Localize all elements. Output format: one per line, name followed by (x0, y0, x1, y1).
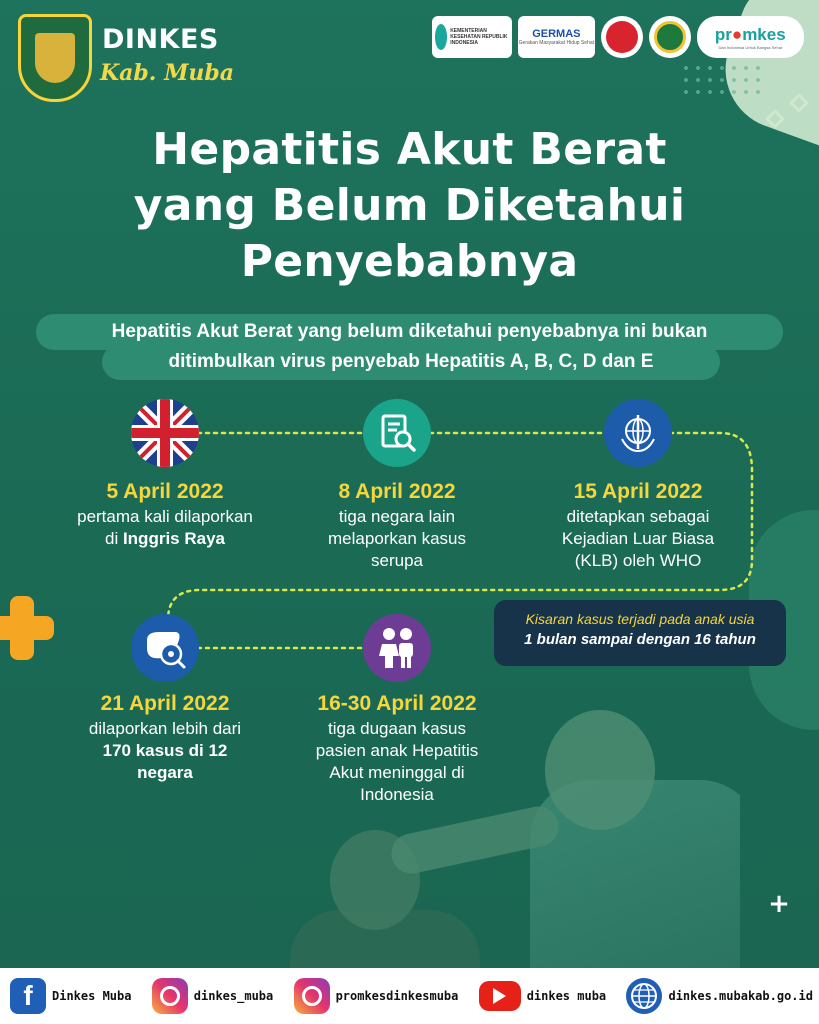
children-icon (363, 614, 431, 682)
event-5-date: 16-30 April 2022 (317, 692, 477, 715)
document-search-icon (363, 399, 431, 467)
brand-subtitle: Kab. Muba (100, 60, 235, 86)
youtube-link[interactable]: dinkes muba (479, 981, 606, 1011)
plus-small-icon: + (768, 889, 790, 919)
instagram-icon (294, 978, 330, 1014)
website-link[interactable]: dinkes.mubakab.go.id (626, 978, 813, 1014)
event-1-date: 5 April 2022 (106, 480, 224, 503)
subtitle-line-2: ditimbulkan virus penyebab Hepatitis A, B, C, D dan E (102, 344, 720, 380)
facebook-link[interactable]: f Dinkes Muba (10, 978, 131, 1014)
event-2-date: 8 April 2022 (338, 480, 456, 503)
subtitle-line-1: Hepatitis Akut Berat yang belum diketahui penyebabnya ini bukan (36, 314, 783, 350)
age-range-note: Kisaran kasus terjadi pada anak usia 1 bulan sampai dengan 16 tahun (494, 600, 786, 666)
event-1-description: pertama kali dilaporkan di Inggris Raya (77, 507, 253, 548)
event-2-description: tiga negara lain melaporkan kasus serupa (328, 507, 466, 570)
event-4-description: dilaporkan lebih dari 170 kasus di 12 negara (88, 719, 242, 782)
event-3-date: 15 April 2022 (573, 480, 703, 503)
uk-flag-icon (131, 399, 199, 467)
youtube-icon (479, 981, 521, 1011)
event-3-description: ditetapkan sebagai Kejadian Luar Biasa (KLB) oleh WHO (561, 507, 715, 570)
facebook-icon: f (10, 978, 46, 1014)
promkes-logo: pr●mkes Dari Indonesia Untuk Bangsa Sehat (697, 16, 804, 58)
doctor-child-photo (270, 690, 740, 968)
instagram-link-promkes[interactable]: promkesdinkesmuba (294, 978, 459, 1014)
instagram-link-dinkes[interactable]: dinkes_muba (152, 978, 273, 1014)
instagram-icon (152, 978, 188, 1014)
who-logo-icon (604, 399, 672, 467)
germas-logo: GERMAS Gerakan Masyarakat Hidup Sehat (518, 16, 596, 58)
event-4-date: 21 April 2022 (100, 692, 230, 715)
liver-virus-icon (131, 614, 199, 682)
social-footer (0, 968, 819, 1024)
globe-icon (626, 978, 662, 1014)
kemenkes-logo: KEMENTERIAN KESEHATAN REPUBLIK INDONESIA (432, 16, 512, 58)
brand-name: DINKES (102, 24, 219, 55)
page-title: Hepatitis Akut Berat yang Belum Diketahui Penyebabnya (133, 124, 686, 287)
event-5-description: tiga dugaan kasus pasien anak Hepatitis Akut meninggal di Indonesia (315, 719, 479, 804)
